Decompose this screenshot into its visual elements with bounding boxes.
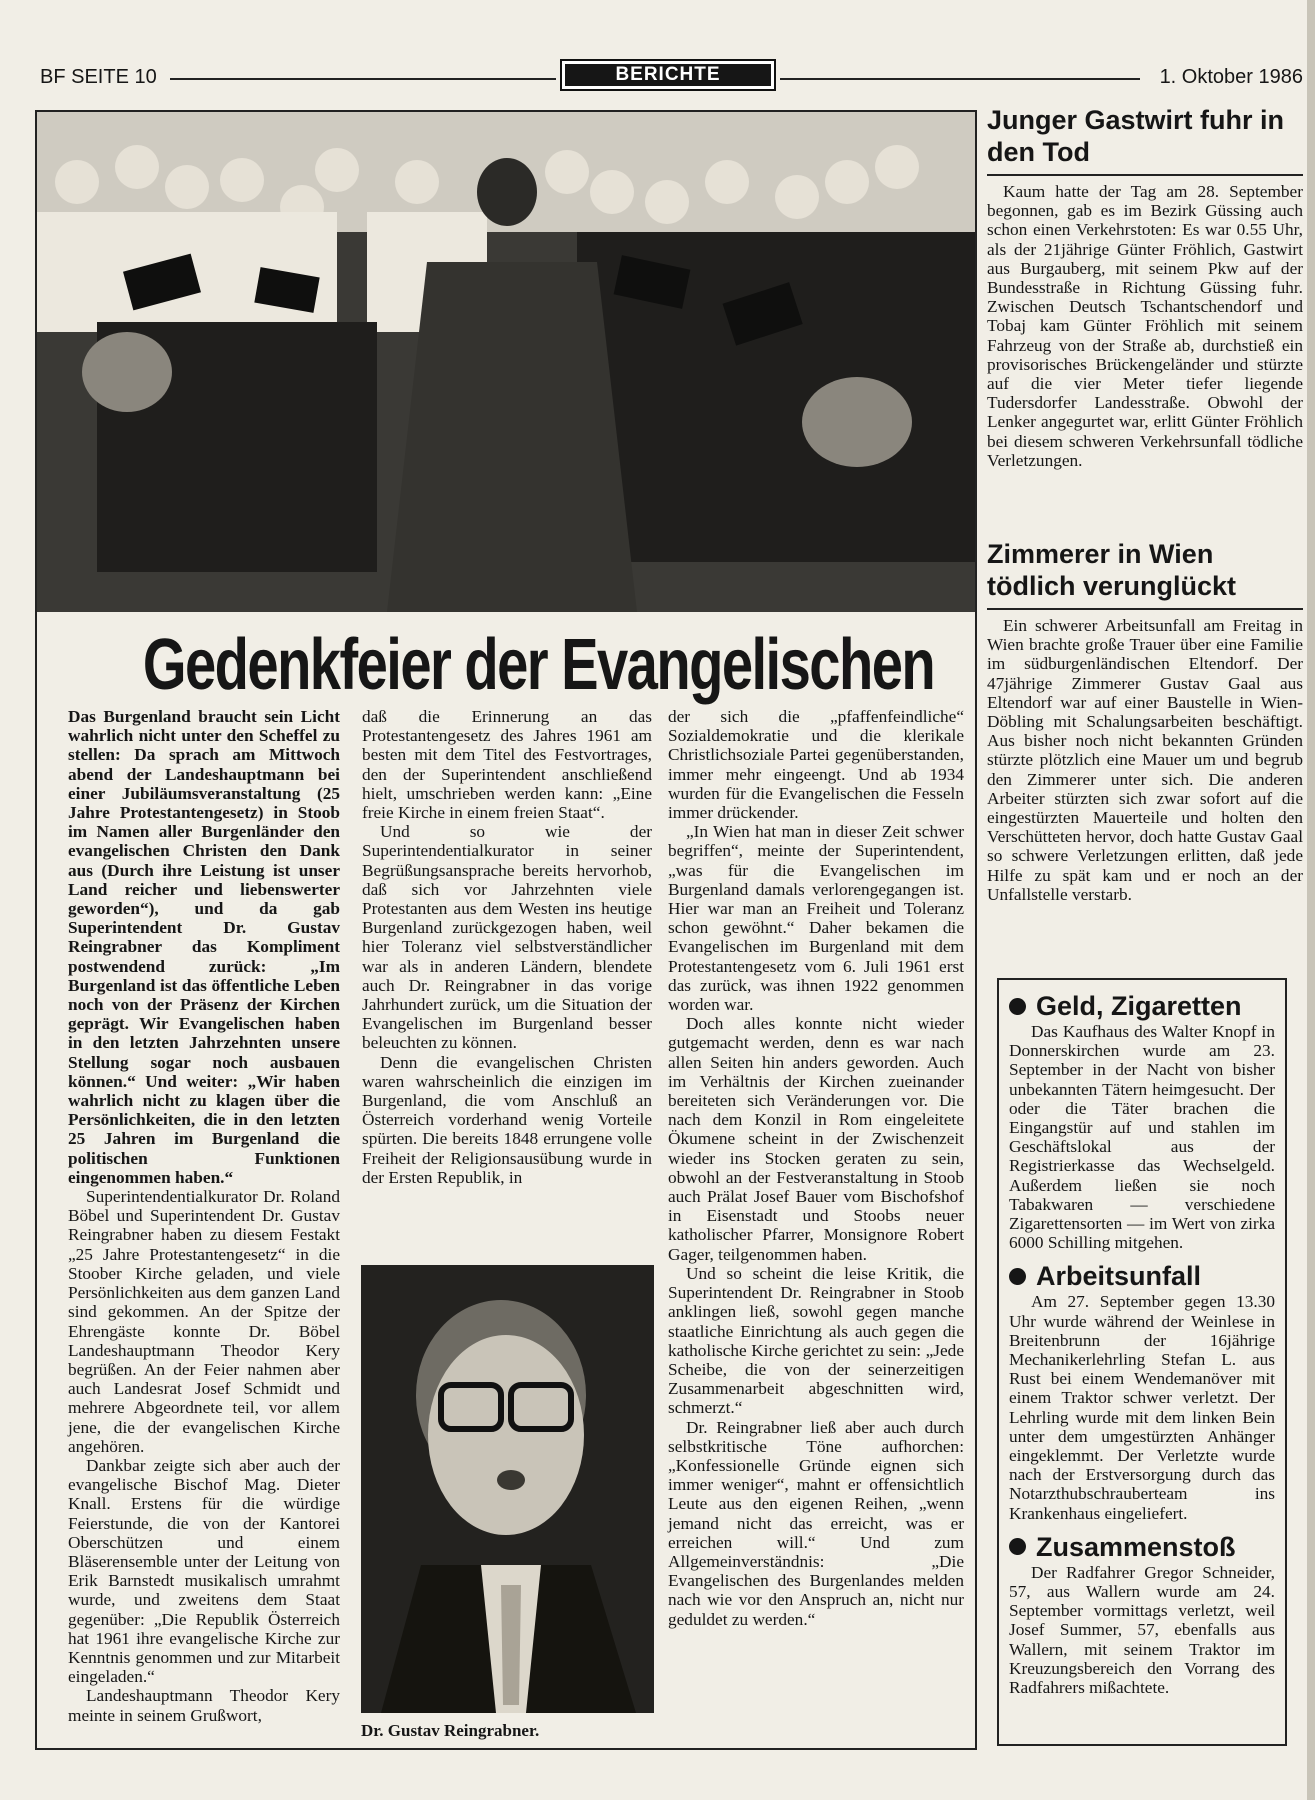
article-paragraph: Das Kaufhaus des Walter Knopf in Donnerskirchen wurde am 23. September in der Nacht von bisher unbekannten Tätern heimgesucht. Der oder die Täter brachen die Eingangstür auf und stahlen im Geschäftslokal aus der Registrierkasse das Wechselgeld. Außerdem ließen sie noch Tabakwaren — verschiedene Zigarettensorten — im Wert von zirka 6000 Schilling mitgehen. bbox=[1009, 1022, 1275, 1253]
brief-item bbox=[1009, 990, 1275, 1252]
divider bbox=[987, 608, 1303, 610]
article-paragraph: Am 27. September gegen 13.30 Uhr wurde während der Weinlese in Breitenbrunn der 16jährige Mechanikerlehrling Stefan L. aus Rust bei einem Wendemanöver mit einem Traktor schwer verletzt. Der Lehrling wurde mit dem linken Bein unter dem umgestürzten Anhänger eingeklemmt. Der Verletzte wurde nach der Erstversorgung durch das Notarzthubschrauberteam ins Krankenhaus eingeliefert. bbox=[1009, 1292, 1275, 1523]
article-paragraph: Dr. Reingrabner ließ aber auch durch selbstkritische Töne aufhorchen: „Konfessionelle Gründe eignen sich immer weniger“, mahnt er offensichtlich Leute aus den eigenen Reihen, „wenn jemand nicht das erreicht, was er erreichen will.“ Und zum Allgemeinverständnis: „Die Evangelischen des Burgenlandes melden nach wie vor den Anspruch an, nicht nur geduldet zu werden.“ bbox=[668, 1417, 964, 1629]
article-paragraph: Und so scheint die leise Kritik, die Superintendent Dr. Reingrabner in Stoob anklingen ließ, sowohl gegen manche staatliche Einrichtung als auch gegen die katholische Kirche gerichtet zu sein: „Jede Scheibe, die von der seinerzeitigen Zusammenarbeit abgeschnitten wird, schmerzt.“ bbox=[668, 1263, 964, 1418]
portrait-photo bbox=[361, 1265, 654, 1713]
divider bbox=[987, 174, 1303, 176]
brief-title: Arbeitsunfall bbox=[1036, 1261, 1202, 1292]
article-column-2 bbox=[362, 707, 652, 1187]
article-paragraph: daß die Erinnerung an das Protestantengesetz des Jahres 1961 am besten mit dem Titel des Festvortrages, den der Superintendent anschließend hielt, umschrieben werden kann: „Eine freie Kirche in einem freien Staat“. bbox=[362, 707, 652, 823]
bullet-icon bbox=[1009, 998, 1026, 1015]
article-paragraph: Ein schwerer Arbeitsunfall am Freitag in Wien brachte große Trauer über eine Familie im südburgenländischen Eltendorf. Der 47jährige Zimmerer Gustav Gaal aus Eltendorf war auf einer Baustelle in Wien-Döbling mit Schalungsarbeiten beschäftigt. Aus bisher noch nicht bekannten Gründen stürzte plötzlich eine Mauer um und begrub den Zimmerer unter sich. Die anderen Arbeiter stürzten sich zwar sofort auf die eingestürzten Mauerteile und holten den Verschütteten hervor, doch hatte Gustav Gaal so schwere Verletzungen erlitten, daß jede Hilfe zu spät kam und er noch an der Unfallstelle verstarb. bbox=[987, 616, 1303, 904]
article-paragraph: Dankbar zeigte sich aber auch der evangelische Bischof Mag. Dieter Knall. Erstens für die würdige Feierstunde, die von der Kantorei Oberschützen und einem Bläserensemble unter der Leitung von Erik Barnstedt musikalisch umrahmt wurde, und zweitens dem Staat gegenüber: „Die Republik Österreich hat 1961 ihre evangelische Kirche zur Kenntnis genommen und zur Mitarbeit eingeladen.“ bbox=[68, 1455, 340, 1687]
article-paragraph: Denn die evangelischen Christen waren wahrscheinlich die einzigen im Burgenland, die vom Anschluß an Österreich vorderhand wenig Vorteile spürten. Die bereits 1848 errungene volle Freiheit der Religionsausübung wurde in der Ersten Republik, in bbox=[362, 1052, 652, 1187]
article-paragraph: Der Radfahrer Gregor Schneider, 57, aus Wallern wurde am 24. September vormittags verletzt, weil Josef Summer, 57, ebenfalls aus Wallern, mit seinem Traktor im Kreuzungsbereich den Vorrang des Radfahrers mißachtete. bbox=[1009, 1562, 1275, 1698]
brief-body bbox=[1009, 1292, 1275, 1522]
portrait-caption: Dr. Gustav Reingrabner. bbox=[361, 1721, 540, 1740]
brief-item bbox=[1009, 1260, 1275, 1522]
bullet-icon bbox=[1009, 1268, 1026, 1285]
brief-item bbox=[1009, 1531, 1275, 1697]
section-label-text: BERICHTE bbox=[565, 64, 771, 86]
sidebar-headline: Zimmerer in Wien tödlich verunglückt bbox=[987, 539, 1237, 601]
header-rule-left bbox=[170, 78, 556, 80]
brief-headline bbox=[1009, 1531, 1275, 1563]
sidebar-article-1 bbox=[987, 104, 1303, 470]
article-paragraph: Landeshauptmann Theodor Kery meinte in seinem Grußwort, bbox=[68, 1686, 340, 1725]
article-lead: Das Burgenland braucht sein Licht wahrlich nicht unter den Scheffel zu stellen: Da sprach am Mittwoch abend der Landeshauptmann bei einer Jubiläumsveranstaltung (25 Jahre Protestantengesetz) in Stoob im Namen aller Burgenländer den evangelischen Christen den Dank aus (Durch ihre Leistung ist unser Land reicher und liebenswerter geworden“), und da gab Superintendent Dr. Gustav Reingrabner das Kompliment postwendend zurück: „Im Burgenland ist das öffentliche Leben noch von der Präsenz der Kirchen geprägt. Wir Evangelischen haben in den letzten Jahrzehnten unsere Stellung sogar noch ausbauen können.“ Und weiter: „Wir haben wahrlich nicht zu klagen über die Persönlichkeiten, die in den letzten 25 Jahren im Burgenland die politischen Funktionen eingenommen haben.“ bbox=[68, 707, 340, 1187]
portrait-illustration bbox=[361, 1265, 654, 1713]
bullet-icon bbox=[1009, 1538, 1026, 1555]
brief-title: Geld, Zigaretten bbox=[1036, 991, 1242, 1021]
brief-headline bbox=[1009, 990, 1275, 1022]
page-edge bbox=[1307, 0, 1315, 1800]
section-label bbox=[560, 59, 776, 91]
headline: Gedenkfeier der Evangelischen bbox=[142, 625, 935, 705]
article-paragraph: Und so wie der Superintendentialkurator in seiner Begrüßungsansprache bereits hervorhob, daß sich vor Jahrzehnten viele Protestanten aus dem Westen ins heutige Burgenland zurückgezogen haben, weil hier Toleranz viel selbstverständlicher war als in anderen Ländern, blendete auch Dr. Reingrabner in das vorige Jahrhundert zurück, um die Situation der Evangelischen im Burgenland besser beleuchten zu können. bbox=[362, 822, 652, 1053]
article-paragraph: „In Wien hat man in dieser Zeit schwer begriffen“, meinte der Superintendent, „was für die Evangelischen im Burgenland damals verlorengegangen ist. Hier war man an Freiheit und Toleranz schon gewöhnt.“ Daher bekamen die Evangelischen im Burgenland mit dem Protestantengesetz vom 6. Juli 1961 erst das zurück, was ihnen 1922 genommen worden war. bbox=[668, 822, 964, 1015]
article-paragraph: Kaum hatte der Tag am 28. September begonnen, gab es im Bezirk Güssing auch schon einen Verkehrstoten: Es war 0.55 Uhr, als der 21jährige Günter Fröhlich, Gastwirt aus Burgauberg, mit seinem Pkw auf der Bundesstraße in Richtung Güssing fuhr. Zwischen Deutsch Tschantschendorf und Tobaj kam Günter Fröhlich mit seinem Fahrzeug von der Straße ab, durchstieß ein provisorisches Brückengeländer und stürzte auf die vier Meter tiefer liegende Tudersdorfer Landesstraße. Obwohl der Lenker angegurtet war, erlitt Günter Fröhlich bei diesem schweren Verkehrsunfall tödliche Verletzungen. bbox=[987, 182, 1303, 470]
sidebar-article-2 bbox=[987, 538, 1303, 904]
issue-date: 1. Oktober 1986 bbox=[1159, 66, 1303, 88]
choir-photo bbox=[37, 112, 975, 612]
brief-body bbox=[1009, 1022, 1275, 1252]
brief-headline bbox=[1009, 1260, 1275, 1292]
choir-illustration bbox=[37, 112, 975, 612]
sidebar-body bbox=[987, 182, 1303, 470]
article-column-1 bbox=[68, 707, 340, 1725]
news-brief-box bbox=[997, 978, 1287, 1746]
header-rule-right bbox=[780, 78, 1140, 80]
article-paragraph: der sich die „pfaffenfeindliche“ Sozialdemokratie und die klerikale Christlichsoziale Partei gegenüberstanden, immer mehr eingeengt. Und ab 1934 wurden für die Evangelischen die Fesseln immer drückender. bbox=[668, 707, 964, 823]
brief-body bbox=[1009, 1563, 1275, 1697]
sidebar-headline: Junger Gastwirt fuhr in den Tod bbox=[987, 105, 1285, 167]
brief-title: Zusammenstoß bbox=[1036, 1531, 1236, 1562]
article-paragraph: Superintendentialkurator Dr. Roland Böbel und Superintendent Dr. Gustav Reingrabner haben zu diesem Festakt „25 Jahre Protestantengesetz“ in die Stoober Kirche geladen, und viele Persönlichkeiten aus dem ganzen Land sind gekommen. An der Spitze der Ehrengäste konnte Dr. Böbel Landeshauptmann Theodor Kery begrüßen. An der Feier nahmen aber auch Landesrat Josef Schmidt und mehrere Abgeordnete teil, vor allem jene, die der evangelischen Kirche angehören. bbox=[68, 1187, 340, 1456]
sidebar-body bbox=[987, 616, 1303, 904]
page-label: BF SEITE 10 bbox=[40, 66, 157, 88]
article-paragraph: Doch alles konnte nicht wieder gutgemacht werden, denn es war nach allen Seiten hin anders geworden. Auch im Verhältnis der Kirchen zueinander bereiteten sich Veränderungen vor. Die nach dem Konzil in Rom eingeleitete Ökumene scheint in der Zwischenzeit wieder ins Stocken geraten zu sein, obwohl an der Festveranstaltung in Stoob auch Prälat Josef Bauer vom Bischofshof in Eisenstadt und Stoobs neuer katholischer Pfarrer, Monsignore Robert Gager, teilgenommen haben. bbox=[668, 1014, 964, 1264]
article-column-3 bbox=[668, 707, 964, 1629]
